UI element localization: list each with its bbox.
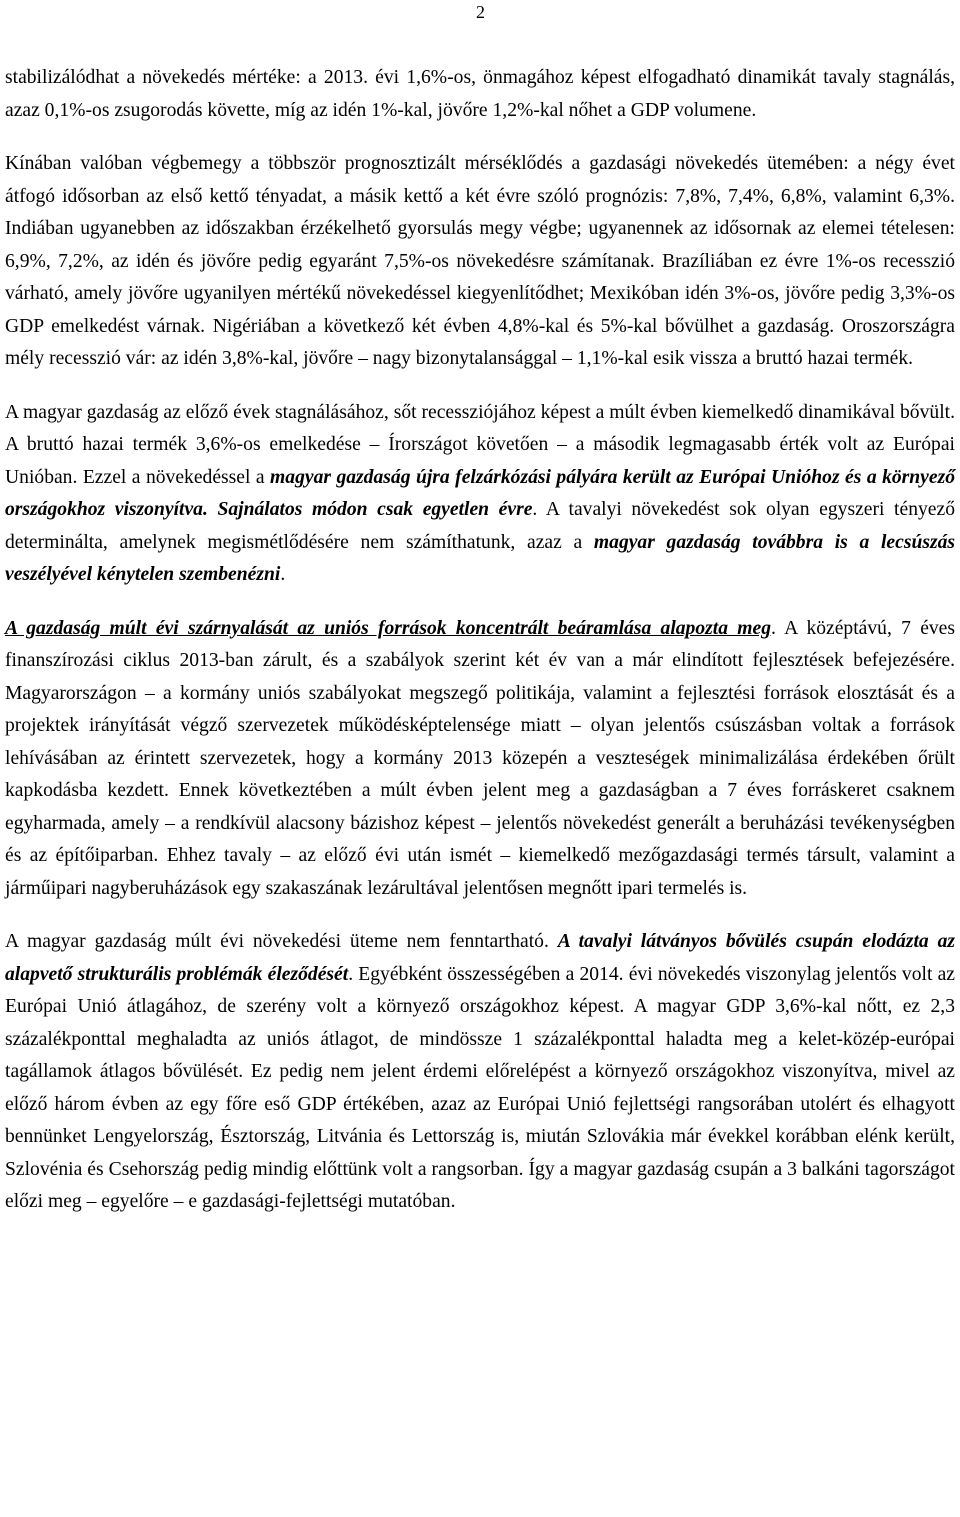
paragraph-text: . A középtávú, 7 éves finanszírozási ciklus 2013-ban zárult, és a szabályok szerint két év van a már elindított fejlesztések befejezésére. Magyarországon – a kormány uniós szabályokat megszegő politikája, valamint a fejlesztési források elosztását és a projektek irányítását végző szervezetek működésképtelensége miatt – olyan jelentős csúszásban voltak a források lehívásában az érintett szervezetek, hogy a kormány 2013 közepén a veszteségek minimalizálása érdekében őrült kapkodásba kezdett. Ennek következtében a múlt évben jelent meg a gazdaságban a 7 éves forráskeret csaknem egyharmada, amely – a rendkívül alacsony bázishoz képest – jelentős növekedést generált a beruházási tevékenységben és az építőiparban. Ehhez tavaly – az előző évi után ismét – kiemelkedő mezőgazdasági termés társult, valamint a járműipari nagyberuházások egy szakaszának lezárultával jelentősen megnőtt ipari termelés is. — [5, 617, 956, 899]
document-body — [5, 62, 955, 1240]
paragraph-text: stabilizálódhat a növekedés mértéke: a 2013. évi 1,6%-os, önmagához képest elfogadható dinamikát tavaly stagnálás, azaz 0,1%-os zsugorodás követte, míg az idén 1%-kal, jövőre 1,2%-kal nőhet a GDP volumene. — [5, 67, 955, 121]
paragraph-text: . — [280, 564, 286, 585]
emphasized-text: magyar gazdaság továbbra is a lecsúszás veszélyével kénytelen szembenézni — [5, 531, 956, 585]
paragraph-text: A magyar gazdaság múlt évi növekedési üteme nem fenntartható. — [5, 931, 558, 952]
paragraph-text: . A tavalyi növekedést sok olyan egyszeri tényező determinálta, amelynek megismétlődésére nem számíthatunk, azaz a — [5, 499, 955, 553]
paragraph-text: Kínában valóban végbemegy a többször prognosztizált mérséklődés a gazdasági növekedés ütemében: a négy évet átfogó idősorban az első kettő tényadat, a másik kettő a két évre szóló prognózis: 7,8%, 7,4%, 6,8%, valamint 6,3%. Indiában ugyanebben az időszakban érzékelhető gyorsulás megy végbe; ugyanennek az idősornak az elemei tételesen: 6,9%, 7,2%, az idén és jövőre pedig egyaránt 7,5%-os növekedésre számítanak. Brazíliában ez évre 1%-os recesszió várható, amely jövőre ugyanilyen mértékű növekedéssel kiegyenlítődhet; Mexikóban idén 3%-os, jövőre pedig 3,3%-os GDP emelkedést várnak. Nigériában a következő két évben 4,8%-kal és 5%-kal bővülhet a gazdaság. Oroszországra mély recesszió vár: az idén 3,8%-kal, jövőre – nagy bizonytalansággal – 1,1%-kal esik vissza a bruttó hazai termék. — [5, 153, 955, 369]
emphasized-text: magyar gazdaság újra felzárkózási pályára került az Európai Unióhoz és a környező országokhoz viszonyítva. Sajnálatos módon csak egyetlen évre — [5, 466, 956, 520]
emphasized-underlined-text: A gazdaság múlt évi szárnyalását az uniós források koncentrált beáramlása alapozta meg — [5, 617, 772, 639]
paragraph-4 — [5, 613, 955, 906]
paragraph-1 — [5, 62, 955, 127]
paragraph-3 — [5, 397, 955, 592]
page-number: 2 — [476, 2, 485, 22]
paragraph-text: A magyar gazdaság az előző évek stagnálásához, sőt recessziójához képest a múlt évben kiemelkedő dinamikával bővült. A bruttó hazai termék 3,6%-os emelkedése – Írországot követően – a második legmagasabb érték volt az Európai Unióban. Ezzel a növekedéssel a — [5, 401, 955, 488]
emphasized-text: A tavalyi látványos bővülés csupán elodázta az alapvető strukturális problémák éleződését — [5, 931, 955, 985]
paragraph-5 — [5, 926, 955, 1219]
paragraph-2 — [5, 148, 955, 376]
paragraph-text: . Egyébként összességében a 2014. évi növekedés viszonylag jelentős volt az Európai Unió átlagához, de szerény volt a környező országokhoz képest. A magyar GDP 3,6%-kal nőtt, ez 2,3 százalékponttal meghaladta az uniós átlagot, de mindössze 1 százalékponttal haladta meg a kelet-közép-európai tagállamok átlagos bővülését. Ez pedig nem jelent érdemi előrelépést a környező országokhoz viszonyítva, mivel az előző három évben az egy főre eső GDP értékében, azaz az Európai Unió fejlettségi rangsorában utolért és elhagyott bennünket Lengyelország, Észtország, Litvánia és Lettország is, miután Szlovákia már évekkel korábban elénk került, Szlovénia és Csehország pedig mindig előttünk volt a rangsorban. Így a magyar gazdaság csupán a 3 balkáni tagországot előzi meg – egyelőre – e gazdasági-fejlettségi mutatóban. — [5, 963, 955, 1212]
